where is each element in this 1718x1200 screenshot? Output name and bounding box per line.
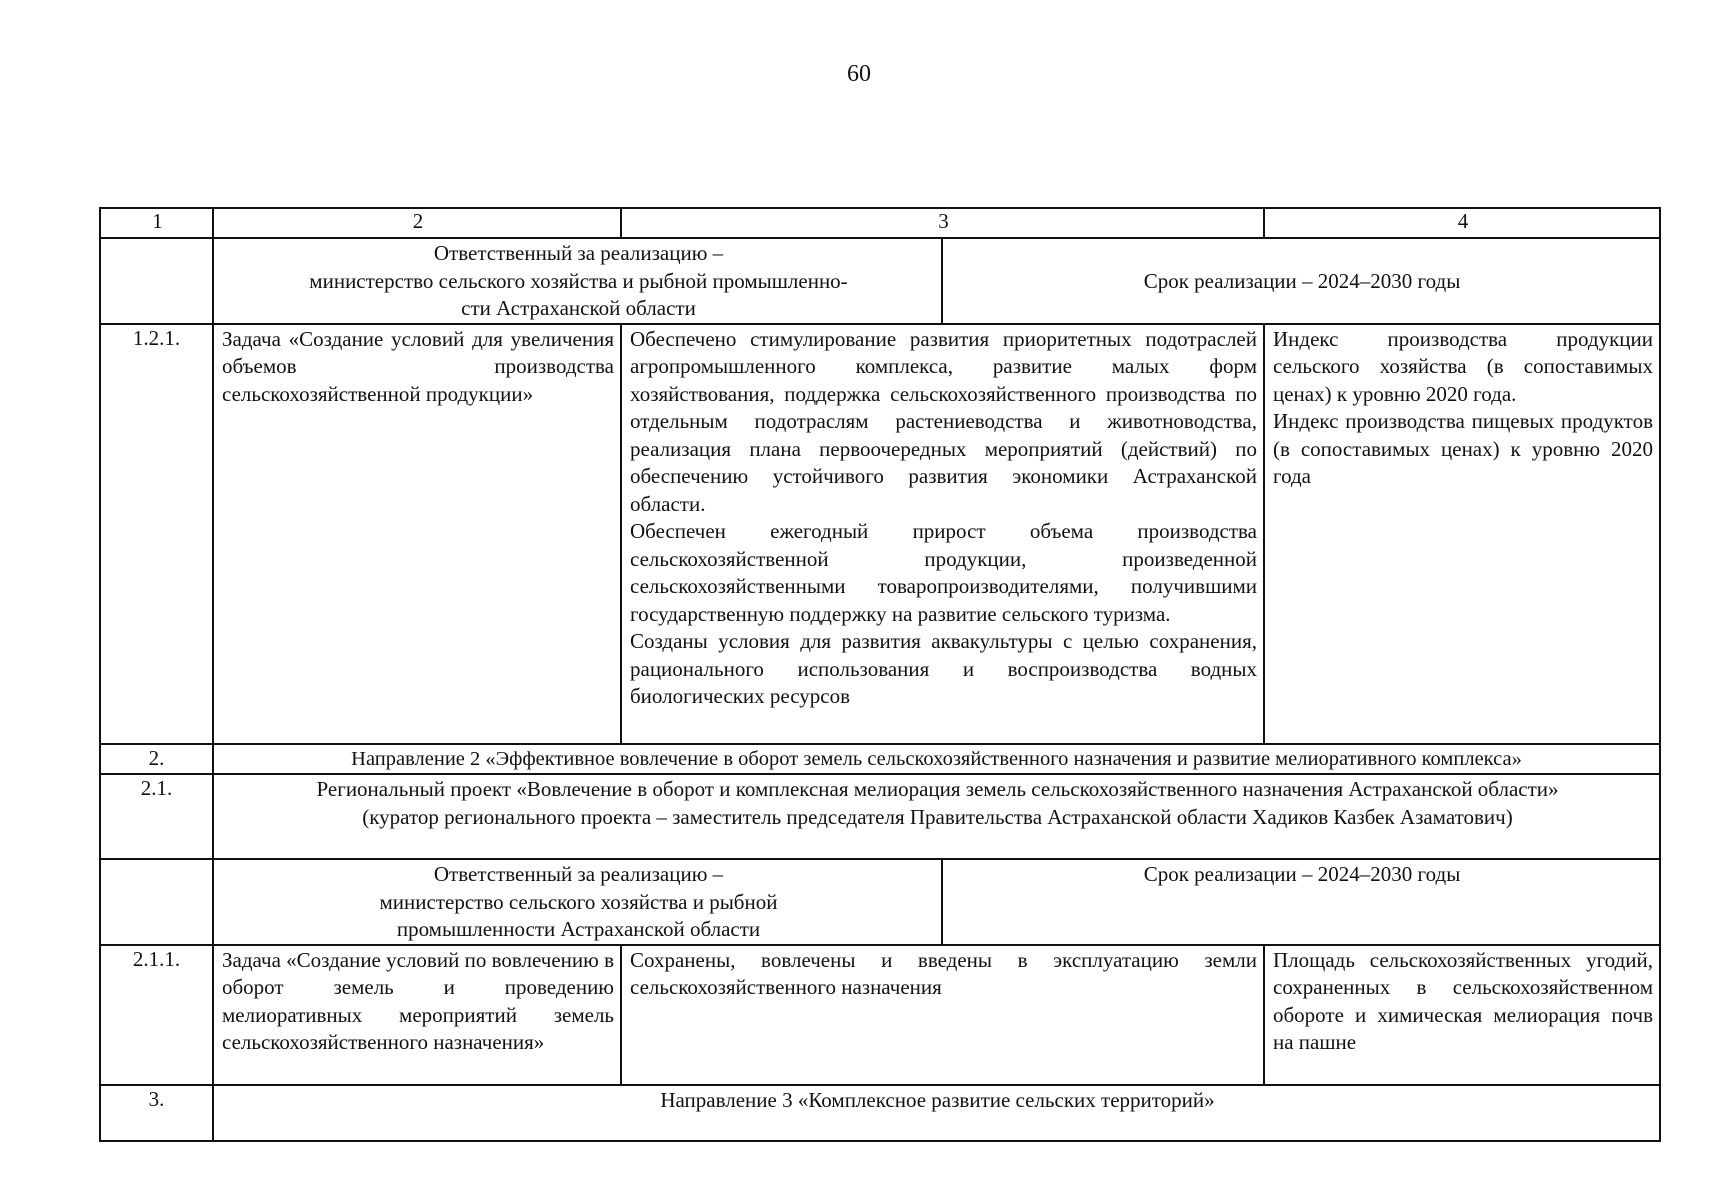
term-text: Срок реализации – 2024–2030 годы bbox=[1143, 268, 1461, 293]
header-col-1: 1 bbox=[100, 208, 213, 238]
page-number: 60 bbox=[847, 61, 871, 87]
indicator-paragraph-2: Индекс производства пищевых продуктов (в сопоставимых ценах) к уровню 2020 года bbox=[1273, 409, 1653, 488]
term-text: Срок реализации – 2024–2030 годы bbox=[1143, 862, 1461, 886]
task-cell bbox=[213, 945, 621, 1085]
direction-title: Направление 3 «Комплексное развитие сельских территорий» bbox=[213, 1085, 1660, 1141]
result-text: Сохранены, вовлечены и введены в эксплуатацию земли сельскохозяйственного назначения bbox=[630, 947, 1257, 999]
header-col-4: 4 bbox=[1264, 208, 1660, 238]
indicator-text: Площадь сельскохозяйственных угодий, сохраненных в сельскохозяйственном обороте и химическая мелиорация почв на пашне bbox=[1273, 947, 1653, 1054]
term-cell bbox=[942, 859, 1660, 945]
direction-title: Направление 2 «Эффективное вовлечение в оборот земель сельскохозяйственного назначения и развитие мелиоративного комплекса» bbox=[213, 744, 1660, 775]
row-number: 3. bbox=[100, 1085, 213, 1141]
responsible-cell bbox=[213, 238, 942, 324]
responsible-text: Ответственный за реализацию – министерство сельского хозяйства и рыбной промышленности Астраханской области bbox=[379, 862, 778, 941]
result-paragraph-2: Обеспечен ежегодный прирост объема производства сельскохозяйственной продукции, произведенной сельскохозяйственными товаропроизводителями, получившими государственную поддержку на развитие сельского туризма. bbox=[630, 519, 1257, 626]
row-number: 1.2.1. bbox=[100, 324, 213, 744]
project-row-2-1 bbox=[100, 774, 1660, 859]
task-row-1-2-1 bbox=[100, 324, 1660, 744]
task-cell bbox=[213, 324, 621, 744]
direction-row-3 bbox=[100, 1085, 1660, 1141]
result-paragraph-1: Обеспечено стимулирование развития приоритетных подотраслей агропромышленного комплекса, развитие малых форм хозяйствования, поддержка сельскохозяйственного производства по отдельным подотраслям растениеводства и животноводства, реализация плана первоочередных мероприятий (действий) по обеспечению устойчивого развития экономики Астраханской области. bbox=[630, 326, 1257, 516]
empty-number-cell bbox=[100, 859, 213, 945]
row-number: 2. bbox=[100, 744, 213, 775]
row-number: 2.1.1. bbox=[100, 945, 213, 1085]
results-cell bbox=[621, 324, 1264, 744]
indicator-cell bbox=[1264, 945, 1660, 1085]
result-cell bbox=[621, 945, 1264, 1085]
responsible-row-1-2 bbox=[100, 238, 1660, 324]
task-text: Задача «Создание условий по вовлечению в оборот земель и проведению мелиоративных мероприятий земель сельскохозяйственного назначения» bbox=[222, 947, 614, 1054]
row-number: 2.1. bbox=[100, 774, 213, 859]
project-title: Региональный проект «Вовлечение в оборот и комплексная мелиорация земель сельскохозяйственного назначения Астраханской области» bbox=[316, 777, 1559, 801]
task-row-2-1-1 bbox=[100, 945, 1660, 1085]
program-table bbox=[99, 207, 1661, 1142]
result-paragraph-3: Созданы условия для развития аквакультуры с целью сохранения, рационального использования и воспроизводства водных биологических ресурсов bbox=[630, 629, 1257, 708]
direction-row-2 bbox=[100, 744, 1660, 775]
responsible-row-2-1 bbox=[100, 859, 1660, 945]
project-cell bbox=[213, 774, 1660, 859]
indicators-cell bbox=[1264, 324, 1660, 744]
table-header-row bbox=[100, 208, 1660, 238]
responsible-cell bbox=[213, 859, 942, 945]
header-col-3: 3 bbox=[621, 208, 1264, 238]
task-text: Задача «Создание условий для увеличения объемов производства сельскохозяйственной продукции» bbox=[222, 326, 614, 406]
indicator-paragraph-1: Индекс производства продукции сельского хозяйства (в сопоставимых ценах) к уровню 2020 года. bbox=[1273, 326, 1653, 406]
term-cell bbox=[942, 238, 1660, 324]
project-curator: (куратор регионального проекта – заместитель председателя Правительства Астраханской области Хадиков Казбек Азаматович) bbox=[362, 804, 1513, 829]
header-col-2: 2 bbox=[213, 208, 621, 238]
responsible-text: Ответственный за реализацию – министерство сельского хозяйства и рыбной промышленно- сти Астраханской области bbox=[309, 241, 848, 320]
empty-number-cell bbox=[100, 238, 213, 324]
